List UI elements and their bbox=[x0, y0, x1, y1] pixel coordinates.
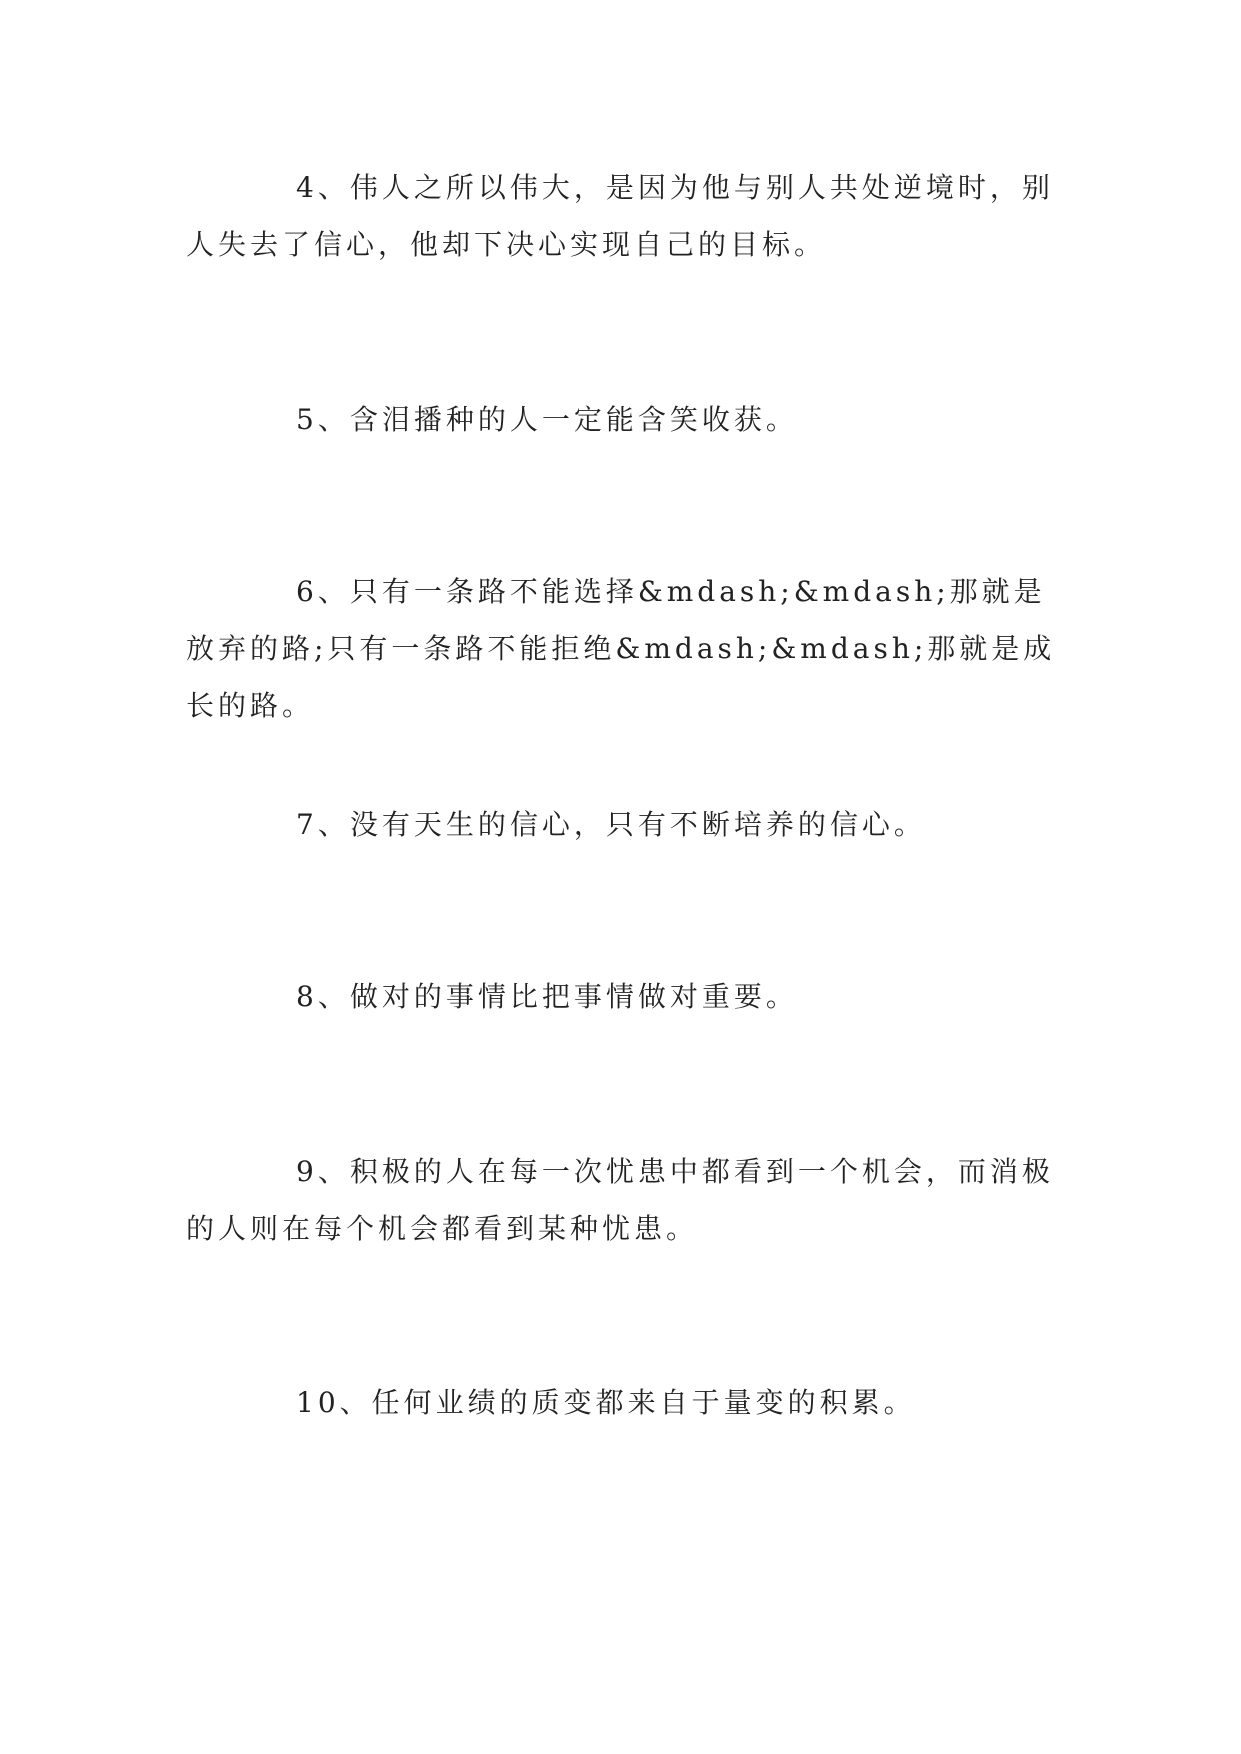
quote-paragraph-4: 4、伟人之所以伟大，是因为他与别人共处逆境时，别人失去了信心，他却下决心实现自己的目标。 bbox=[186, 171, 1054, 261]
quote-paragraph-8: 8、做对的事情比把事情做对重要。 bbox=[296, 980, 798, 1013]
quote-paragraph-7: 7、没有天生的信心，只有不断培养的信心。 bbox=[296, 808, 926, 841]
quote-paragraph-5: 5、含泪播种的人一定能含笑收获。 bbox=[296, 403, 798, 436]
quote-paragraph-10: 10、任何业绩的质变都来自于量变的积累。 bbox=[296, 1386, 916, 1419]
quote-paragraph-9: 9、积极的人在每一次忧患中都看到一个机会，而消极的人则在每个机会都看到某种忧患。 bbox=[186, 1155, 1054, 1245]
quote-paragraph-6: 6、只有一条路不能选择&mdash;&mdash;那就是放弃的路;只有一条路不能拒绝&mdash;&mdash;那就是成长的路。 bbox=[186, 575, 1056, 722]
